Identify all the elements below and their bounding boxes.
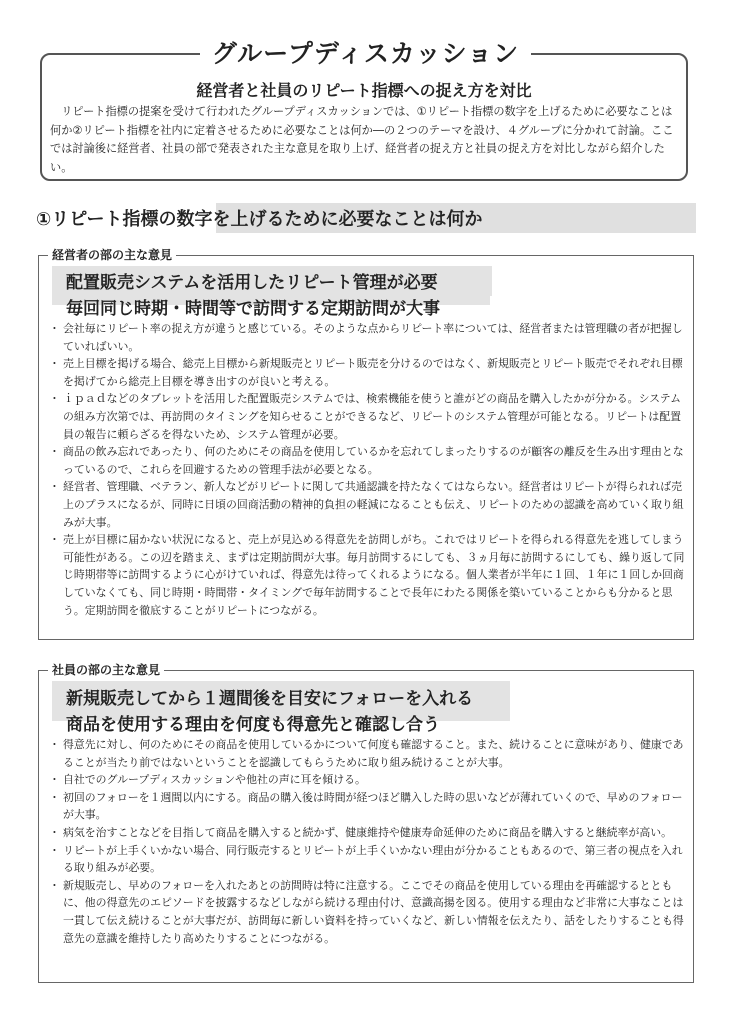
list-item: ・ 会社毎にリピート率の捉え方が違うと感じている。そのような点からリピート率については、経営者または管理職の者が把握していればいい。 xyxy=(52,320,686,355)
section-heading xyxy=(36,203,696,233)
list-item: ・ 得意先に対し、何のためにその商品を使用しているかについて何度も確認すること。また、続けることに意味があり、健康であることが当たり前ではないということを認識してもらうために取り組み続けることが大事。 xyxy=(52,736,686,771)
intro-text: リピート指標の提案を受けて行われたグループディスカッションでは、①リピート指標の数字を上げるために必要なことは何か②リピート指標を社内に定着させるために必要なことは何か―の２つのテーマを設け、４グループに分かれて討論。ここでは討論後に経営者、社員の部で発表された主な意見を取り上げ、経営者の捉え方と社員の捉え方を対比しながら紹介したい。 xyxy=(50,105,674,174)
list-item: ・ 新規販売し、早めのフォローを入れたあとの訪問時は特に注意する。ここでその商品を使用している理由を再確認するとともに、他の得意先のエピソードを披露するなどしながら続ける理由付け、意識高揚を図る。使用する理由など非常に大事なことは一貫して伝え続けることが大事だが、訪問毎に新しい資料を持っていくなど、新しい情報を伝えたり、話をしたりすることも得意先の意識を維持したり高めたりすることにつながる。 xyxy=(52,877,686,947)
employees-opinion-list xyxy=(52,736,686,947)
employees-panel-label: 社員の部の主な意見 xyxy=(48,661,164,678)
intro-paragraph xyxy=(50,103,682,177)
managers-panel-label: 経営者の部の主な意見 xyxy=(48,246,176,263)
managers-headline-2: 毎回同じ時期・時間等で訪問する定期訪問が大事 xyxy=(66,299,440,319)
section-heading-text: ①リピート指標の数字を上げるために必要なことは何か xyxy=(36,209,483,230)
page-title-text: グループディスカッション xyxy=(200,39,531,68)
managers-opinion-list xyxy=(52,320,686,619)
list-item: ・ 病気を治すことなどを目指して商品を購入すると続かず、健康維持や健康寿命延伸のために商品を購入すると継続率が高い。 xyxy=(52,824,686,842)
managers-headline-1: 配置販売システムを活用したリピート管理が必要 xyxy=(66,273,438,293)
list-item: ・ 商品の飲み忘れであったり、何のためにその商品を使用しているかを忘れてしまったりするのが顧客の離反を生み出す理由となっているので、これらを回避するための管理手法が必要となる。 xyxy=(52,443,686,478)
list-item: ・ リピートが上手くいかない場合、同行販売するとリピートが上手くいかない理由が分かることもあるので、第三者の視点を入れる取り組みが必要。 xyxy=(52,842,686,877)
page-subtitle: 経営者と社員のリピート指標への捉え方を対比 xyxy=(196,81,532,100)
list-item: ・ 初回のフォローを１週間以内にする。商品の購入後は時間が経つほど購入した時の思いなどが薄れていくので、早めのフォローが大事。 xyxy=(52,789,686,824)
list-item: ・ 経営者、管理職、ベテラン、新人などがリピートに関して共通認識を持たなくてはならない。経営者はリピートが得られれば売上のプラスになるが、同時に日頃の回商活動の精神的負担の軽減になることも伝え、リピートのための認識を高めていく取り組みが大事。 xyxy=(52,478,686,531)
list-item: ・ 売上が目標に届かない状況になると、売上が見込める得意先を訪問しがち。これではリピートを得られる得意先を逃してしまう可能性がある。この辺を踏まえ、まずは定期訪問が大事。毎月訪問するにしても、３ヵ月毎に訪問するにしても、繰り返して同じ時期帯等に訪問するように心がけていれば、得意先は待ってくれるようになる。個人業者が半年に１回、１年に１回しか回商していなくても、同じ時期・時間帯・タイミングで毎年訪問することで長年にわたる関係を築いていることからも分かると思う。定期訪問を徹底することがリピートにつながる。 xyxy=(52,531,686,619)
employees-headline-1: 新規販売してから１週間後を目安にフォローを入れる xyxy=(66,689,474,709)
list-item: ・ 自社でのグループディスカッションや他社の声に耳を傾ける。 xyxy=(52,771,686,789)
list-item: ・ ｉｐａｄなどのタブレットを活用した配置販売システムでは、検索機能を使うと誰がどの商品を購入したかが分かる。システムの組み方次第では、再訪問のタイミングを知らせることができるなど、リピートのシステム管理が可能となる。リピートは配置員の報告に頼らざるを得ないため、システム管理が必要。 xyxy=(52,390,686,443)
employees-headline-2: 商品を使用する理由を何度も得意先と確認し合う xyxy=(66,715,440,735)
list-item: ・ 売上目標を掲げる場合、総売上目標から新規販売とリピート販売を分けるのではなく、新規販売とリピート販売でそれぞれ目標を掲げてから総売上目標を導き出すのが良いと考える。 xyxy=(52,355,686,390)
page-title xyxy=(0,34,731,70)
